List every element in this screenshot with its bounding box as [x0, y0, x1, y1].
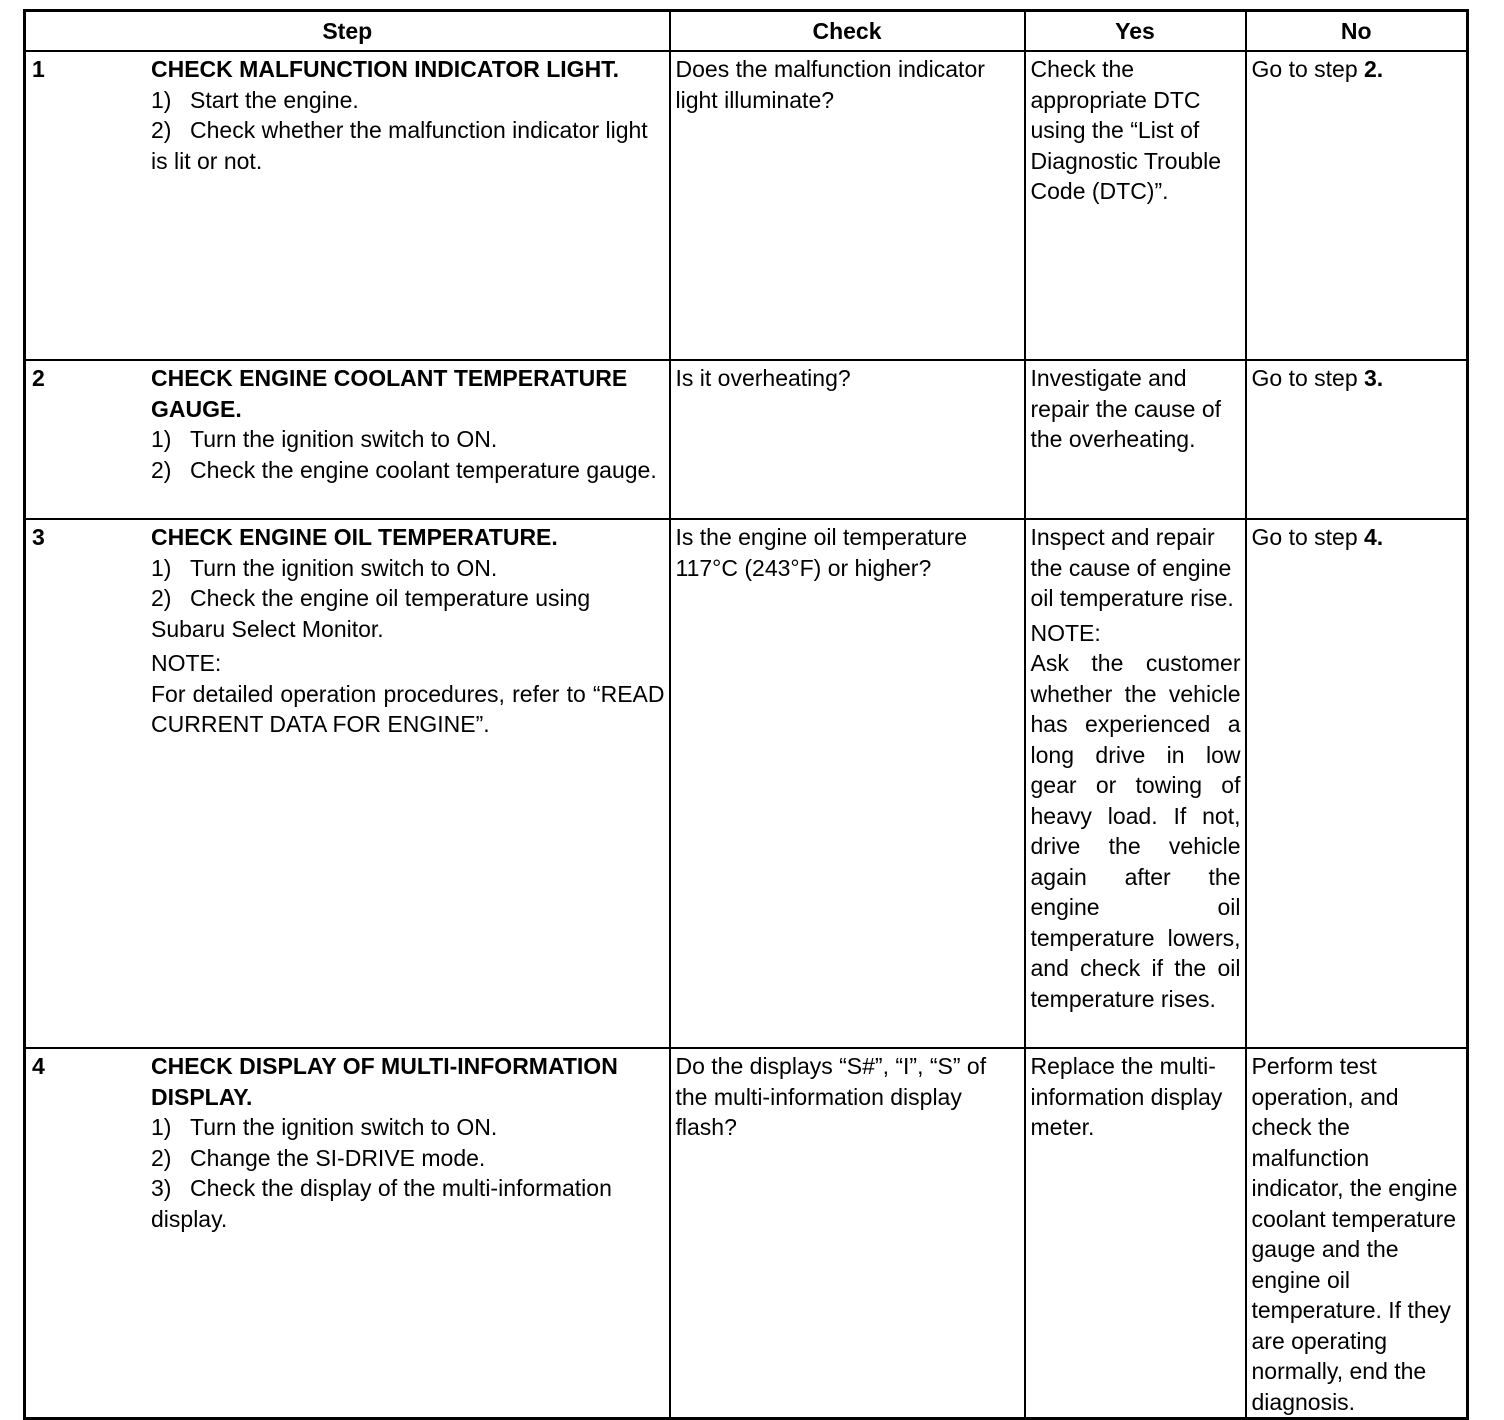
procedure-item: 2) Check the engine oil temperature using Subaru Select Monitor. — [151, 585, 591, 642]
step-number: 3 — [32, 524, 45, 550]
check-cell: Do the displays “S#”, “I”, “S” of the multi-information display flash? — [670, 1048, 1025, 1419]
step-cell — [25, 519, 670, 1048]
note-label: NOTE: — [151, 650, 222, 676]
header-row — [25, 11, 1468, 52]
note-text: For detailed operation procedures, refer to “READ CURRENT DATA FOR ENGINE”. — [151, 680, 665, 737]
header-step: Step — [25, 11, 670, 52]
procedure-item: 2) Check the engine coolant temperature gauge. — [151, 456, 657, 483]
procedure-item: 2) Check whether the malfunction indicator light is lit or not. — [151, 117, 648, 174]
step-cell — [25, 360, 670, 519]
table-row — [25, 1048, 1468, 1419]
procedure-item: 1) Turn the ignition switch to ON. — [151, 1114, 498, 1140]
step-number: 4 — [32, 1053, 45, 1079]
yes-cell: Check the appropriate DTC using the “List of Diagnostic Trouble Code (DTC)”. — [1025, 51, 1246, 360]
note-text: Ask the customer whether the vehicle has experienced a long drive in low gear or towing of heavy load. If not, drive the vehicle again after the engine oil temperature lowers, and check if the oil temperature rises. — [1030, 650, 1241, 1012]
no-cell: Go to step 3. — [1246, 360, 1468, 519]
step-reference: 3. — [1364, 365, 1384, 391]
step-title: CHECK ENGINE COOLANT TEMPERATURE GAUGE. — [151, 365, 628, 422]
header-no: No — [1246, 11, 1468, 52]
procedure-item: 1) Start the engine. — [151, 86, 359, 113]
procedure-item: 3) Check the display of the multi-information display. — [151, 1175, 612, 1232]
yes-cell: Replace the multi-information display meter. — [1025, 1048, 1246, 1419]
header-check: Check — [670, 11, 1025, 52]
no-cell: Perform test operation, and check the malfunction indicator, the engine coolant temperature gauge and the engine oil temperature. If they are operating normally, end the diagnosis. — [1246, 1048, 1468, 1419]
note-label: NOTE: — [1030, 619, 1101, 646]
table-row — [25, 519, 1468, 1048]
check-cell: Is it overheating? — [670, 360, 1025, 519]
procedure-item: 2) Change the SI-DRIVE mode. — [151, 1144, 486, 1171]
check-cell: Does the malfunction indicator light illuminate? — [670, 51, 1025, 360]
table-row — [25, 360, 1468, 519]
step-reference: 4. — [1364, 524, 1384, 550]
step-cell — [25, 1048, 670, 1419]
no-cell: Go to step 4. — [1246, 519, 1468, 1048]
step-number: 2 — [32, 365, 45, 391]
step-number: 1 — [32, 56, 45, 82]
step-title: CHECK MALFUNCTION INDICATOR LIGHT. — [151, 56, 620, 82]
table-row — [25, 51, 1468, 360]
step-reference: 2. — [1364, 56, 1384, 82]
step-cell — [25, 51, 670, 360]
check-cell: Is the engine oil temperature 117°C (243°F) or higher? — [670, 519, 1025, 1048]
procedure-item: 1) Turn the ignition switch to ON. — [151, 426, 498, 452]
header-yes: Yes — [1025, 11, 1246, 52]
yes-cell: Investigate and repair the cause of the overheating. — [1025, 360, 1246, 519]
step-title: CHECK ENGINE OIL TEMPERATURE. — [151, 524, 558, 550]
no-cell: Go to step 2. — [1246, 51, 1468, 360]
procedure-item: 1) Turn the ignition switch to ON. — [151, 554, 498, 581]
step-title: CHECK DISPLAY OF MULTI-INFORMATION DISPLAY. — [151, 1053, 618, 1110]
diagnosis-table — [23, 9, 1469, 1420]
yes-text: Inspect and repair the cause of engine oil temperature rise. — [1030, 524, 1234, 611]
yes-cell — [1025, 519, 1246, 1048]
